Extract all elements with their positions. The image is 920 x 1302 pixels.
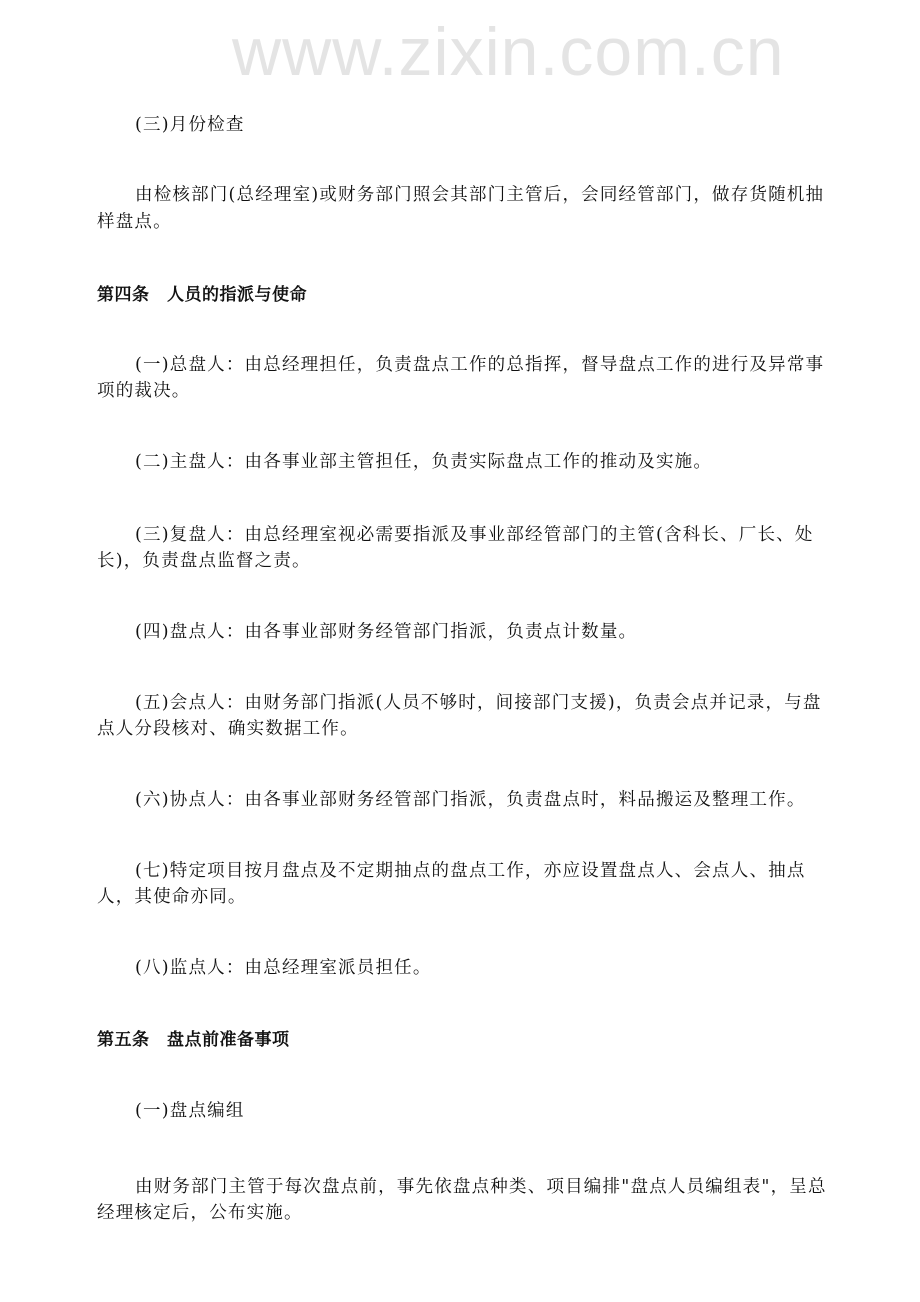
- paragraph-line: 由检核部门(总经理室)或财务部门照会其部门主管后，会同经管部门，做存货随机抽: [135, 185, 825, 205]
- paragraph-line: (一)总盘人：由总经理担任，负责盘点工作的总指挥，督导盘点工作的进行及异常事: [135, 355, 825, 375]
- paragraph-line: (五)会点人：由财务部门指派(人员不够时，间接部门支援)，负责会点并记录，与盘: [135, 693, 822, 713]
- article-4-heading: 第四条 人员的指派与使命: [97, 285, 307, 305]
- paragraph-line: 人，其使命亦同。: [97, 887, 247, 907]
- paragraph-line: 由财务部门主管于每次盘点前，事先依盘点种类、项目编排"盘点人员编组表"，呈总: [135, 1177, 827, 1197]
- paragraph-line: (四)盘点人：由各事业部财务经管部门指派，负责点计数量。: [135, 622, 638, 642]
- paragraph-line: 长)，负责盘点监督之责。: [97, 551, 311, 571]
- subsection-monthly-check: (三)月份检查: [135, 115, 245, 135]
- watermark: www.zixin.com.cn: [232, 14, 785, 90]
- paragraph-line: 经理核定后，公布实施。: [97, 1203, 303, 1223]
- subsection-grouping: (一)盘点编组: [135, 1101, 245, 1121]
- paragraph-line: (六)协点人：由各事业部财务经管部门指派，负责盘点时，料品搬运及整理工作。: [135, 790, 806, 810]
- paragraph-line: 点人分段核对、确实数据工作。: [97, 719, 359, 739]
- paragraph-line: (三)复盘人：由总经理室视必需要指派及事业部经管部门的主管(含科长、厂长、处: [135, 525, 814, 545]
- paragraph-line: (八)监点人：由总经理室派员担任。: [135, 958, 432, 978]
- paragraph-line: (二)主盘人：由各事业部主管担任，负责实际盘点工作的推动及实施。: [135, 452, 713, 472]
- paragraph-line: (七)特定项目按月盘点及不定期抽点的盘点工作，亦应设置盘点人、会点人、抽点: [135, 861, 806, 881]
- paragraph-line: 项的裁决。: [97, 381, 191, 401]
- article-5-heading: 第五条 盘点前准备事项: [97, 1030, 290, 1050]
- paragraph-line: 样盘点。: [97, 212, 172, 232]
